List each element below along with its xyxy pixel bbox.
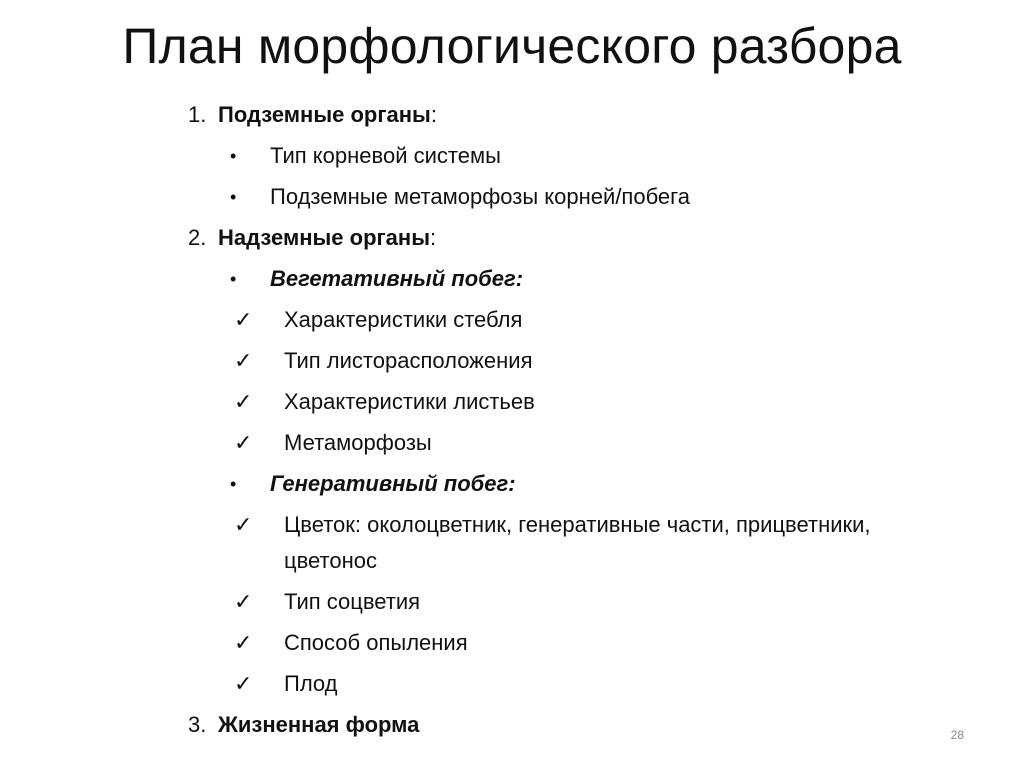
item-label: Подземные органы [218,102,431,127]
item-suffix: : [430,102,437,127]
item-label: Надземные органы [218,225,430,250]
page-number: 28 [950,728,964,742]
bullet-icon: • [230,146,237,166]
checkmark-icon: ✓ [234,389,253,414]
item-label: Жизненная форма [218,712,420,737]
bullet-icon: • [230,269,237,289]
item-text: Тип корневой системы [270,143,501,168]
checkmark-icon: ✓ [234,512,253,537]
item-text: Способ опыления [284,630,468,655]
checkmark-icon: ✓ [234,307,253,332]
item-text: Тип листорасположения [284,348,533,373]
item-suffix: : [430,225,437,250]
item-text: Характеристики листьев [284,389,535,414]
item-text: Плод [284,671,338,696]
checkmark-icon: ✓ [234,589,253,614]
checkmark-icon: ✓ [234,671,253,696]
checkmark-icon: ✓ [234,430,253,455]
bullet-icon: • [230,474,237,494]
list-item [188,97,437,133]
page-title: План морфологического разбора [122,18,902,74]
bullet-icon: • [230,187,237,207]
item-number: 2. [188,225,207,250]
item-text: Метаморфозы [284,430,432,455]
checkmark-icon: ✓ [234,348,253,373]
item-text: Характеристики стебля [284,307,523,332]
item-text: Тип соцветия [284,589,421,614]
list-item [188,707,419,743]
item-text: Цветок: околоцветник, генеративные части, прицветники, цветонос [284,512,871,573]
checkmark-icon: ✓ [234,630,253,655]
item-text: Вегетативный побег: [270,266,524,291]
list-item [188,220,436,256]
item-number: 3. [188,712,207,737]
item-number: 1. [188,102,207,127]
item-text: Подземные метаморфозы корней/побега [270,184,690,209]
item-text: Генеративный побег: [270,471,516,496]
